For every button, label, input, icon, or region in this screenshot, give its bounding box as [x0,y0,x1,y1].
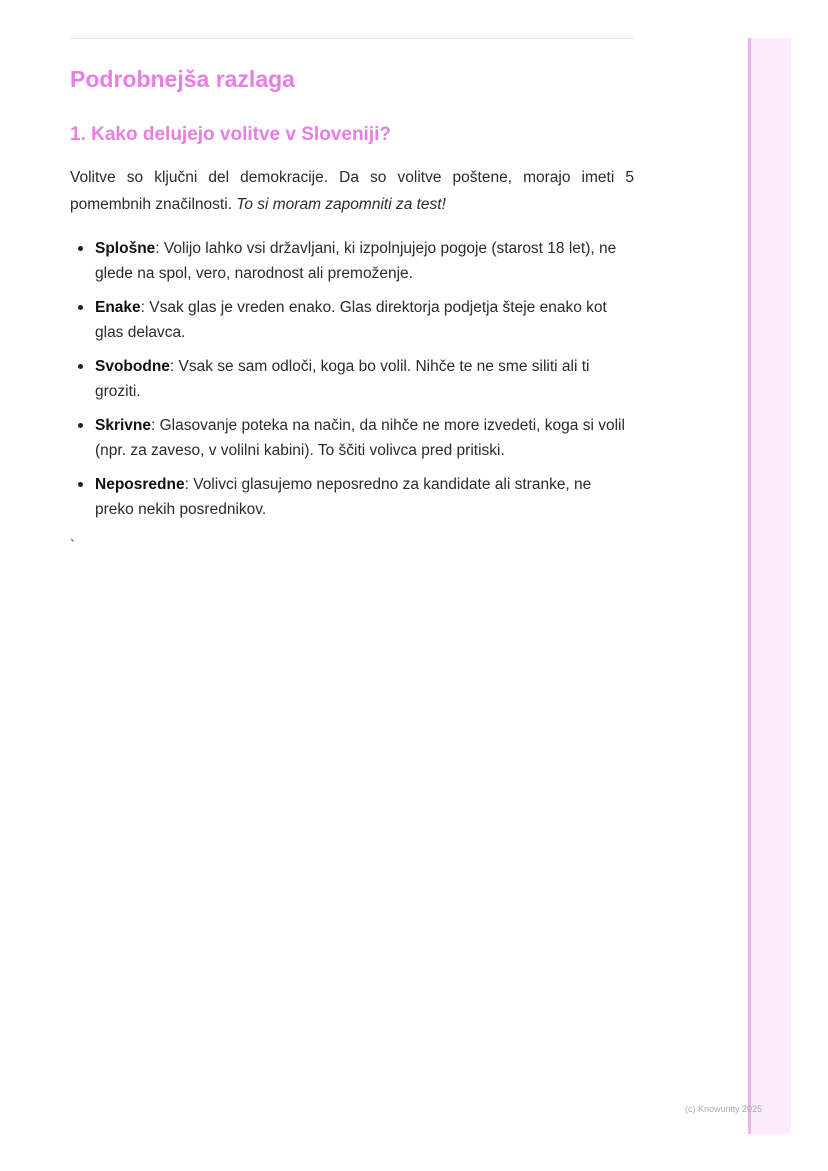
top-divider [70,38,634,39]
trait-description: : Vsak se sam odloči, koga bo volil. Nihče te ne sme siliti ali ti groziti. [95,358,590,400]
trait-description: : Volijo lahko vsi državljani, ki izpolnjujejo pogoje (starost 18 let), ne glede na spol, vero, narodnost ali premoženje. [95,240,617,282]
intro-paragraph [70,164,634,218]
intro-emphasis: To si moram zapomniti za test! [236,196,446,213]
section-heading: 1. Kako delujejo volitve v Sloveniji? [70,124,391,145]
document-content [70,60,634,556]
trait-term: Skrivne [95,417,152,434]
list-item [95,354,634,404]
stray-backtick: ` [70,537,75,554]
intro-text: Volitve so ključni del demokracije. Da so volitve poštene, morajo imeti 5 pomembnih značilnosti. [70,169,634,213]
list-item [95,295,634,345]
trait-term: Neposredne [95,476,185,493]
trait-term: Svobodne [95,358,170,375]
election-traits-list [70,236,634,522]
trait-description: : Volivci glasujemo neposredno za kandidate ali stranke, ne preko nekih posrednikov. [95,476,592,518]
trait-description: : Vsak glas je vreden enako. Glas direktorja podjetja šteje enako kot glas delavca. [95,299,607,341]
list-item [95,472,634,522]
side-decoration-band [748,38,791,1134]
trait-description: : Glasovanje poteka na način, da nihče ne more izvedeti, koga si volil (npr. za zaveso, v volilni kabini). To ščiti volivca pred pritiski. [95,417,625,459]
side-decoration-line [748,38,751,1134]
list-item [95,413,634,463]
trait-term: Enake [95,299,141,316]
list-item [95,236,634,286]
page-title: Podrobnejša razlaga [70,66,295,92]
trait-term: Splošne [95,240,156,257]
copyright-footer: (c) Knowunity 2025 [685,1104,763,1114]
